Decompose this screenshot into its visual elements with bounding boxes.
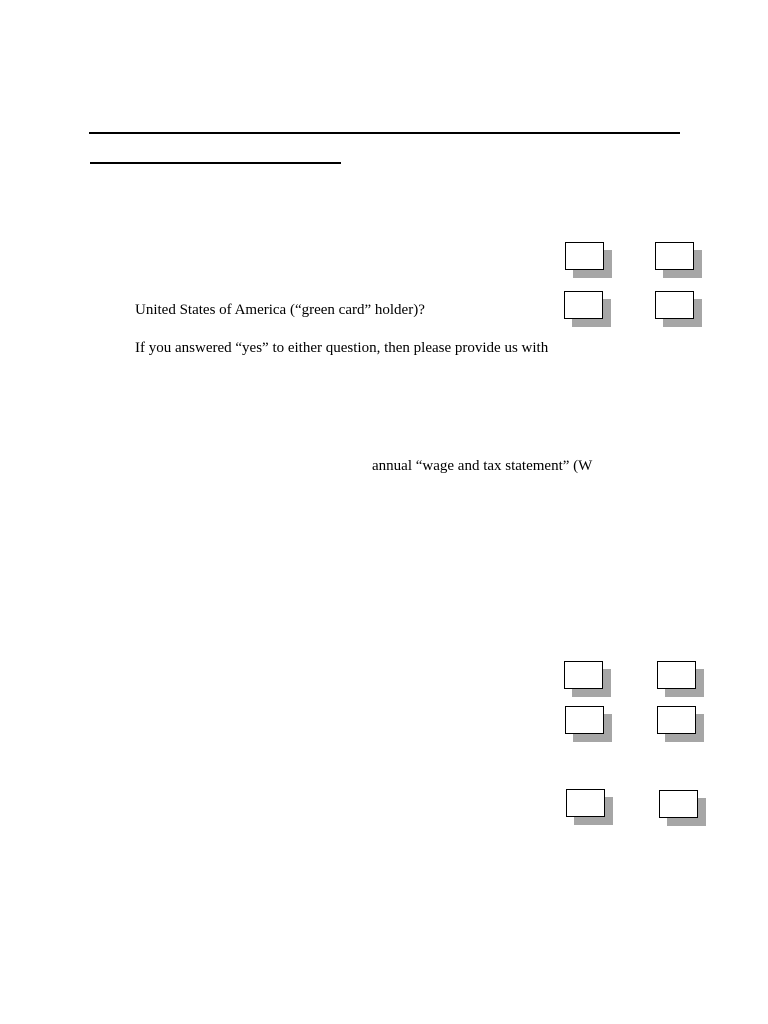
q5-yes-checkbox[interactable] bbox=[566, 789, 605, 817]
q4-yes-checkbox[interactable] bbox=[565, 706, 604, 734]
q3-yes-checkbox[interactable] bbox=[564, 661, 603, 689]
green-card-question: United States of America (“green card” holder)? bbox=[135, 302, 425, 318]
q2-yes-checkbox[interactable] bbox=[564, 291, 603, 319]
header-rule-long bbox=[89, 132, 680, 134]
q1-yes-checkbox[interactable] bbox=[565, 242, 604, 270]
if-yes-instruction: If you answered “yes” to either question, then please provide us with bbox=[135, 340, 549, 356]
q1-no-checkbox[interactable] bbox=[655, 242, 694, 270]
q3-no-checkbox[interactable] bbox=[657, 661, 696, 689]
wage-statement-text: annual “wage and tax statement” (W bbox=[372, 458, 593, 474]
header-rule-short bbox=[90, 162, 341, 164]
q2-no-checkbox[interactable] bbox=[655, 291, 694, 319]
q4-no-checkbox[interactable] bbox=[657, 706, 696, 734]
q5-no-checkbox[interactable] bbox=[659, 790, 698, 818]
